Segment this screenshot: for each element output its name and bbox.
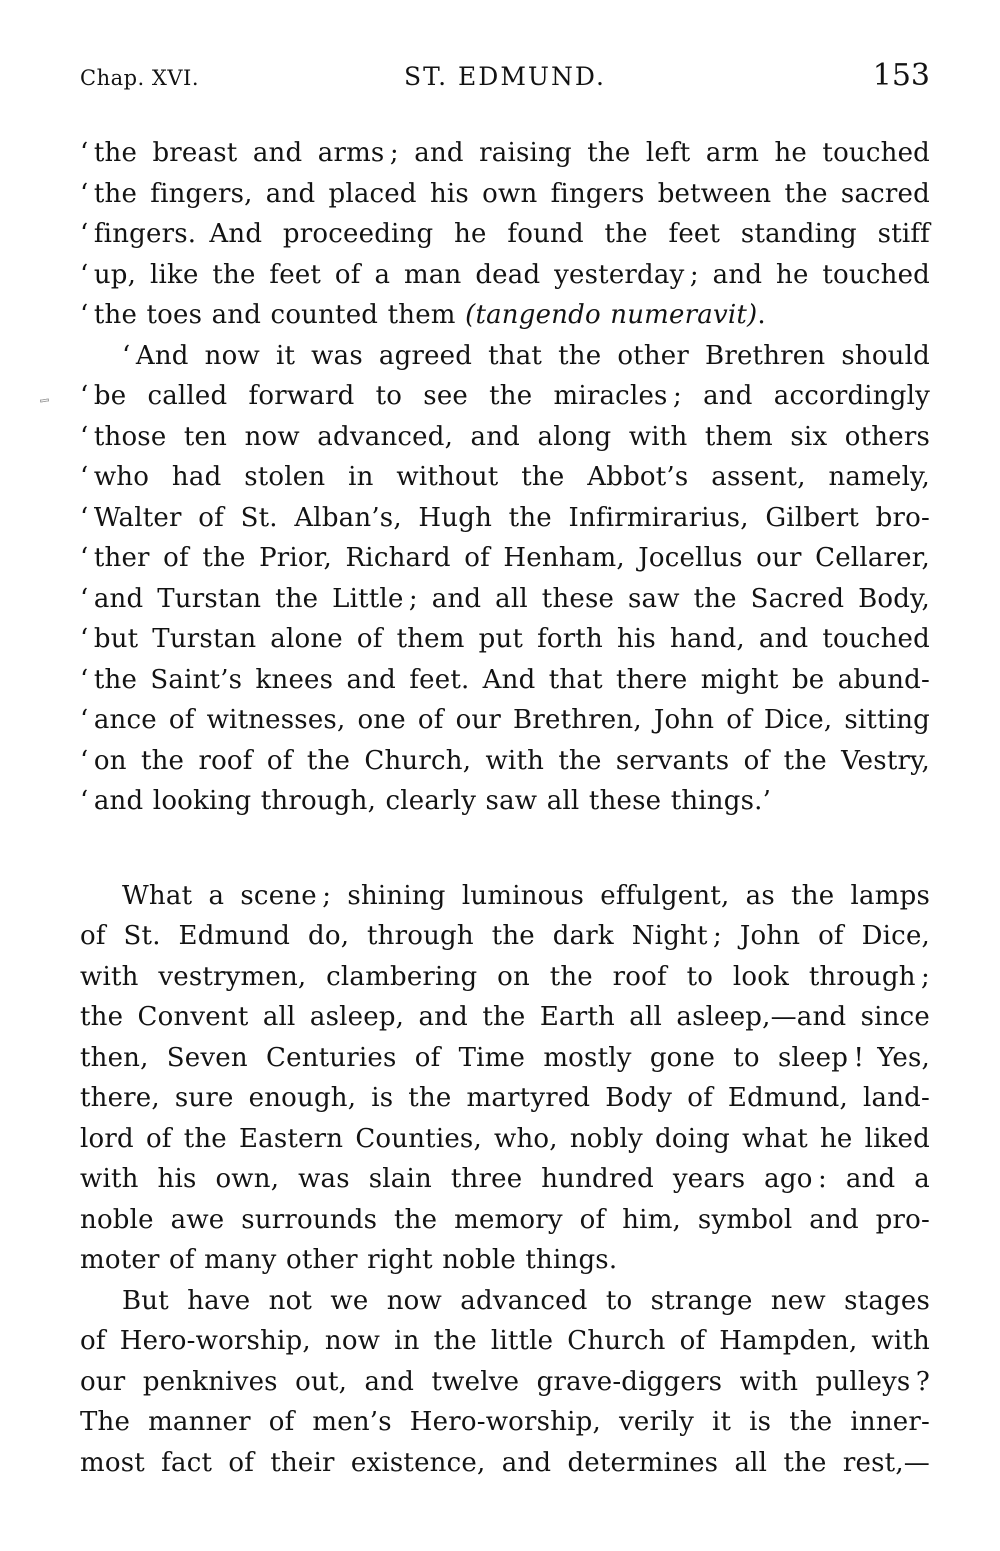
text-segment: ‘ ther of the Prior, Richard of Henham, Jocellus our Cellarer, [80, 543, 930, 573]
text-line [80, 1119, 930, 1160]
text-line [80, 1200, 930, 1241]
quote-line [80, 781, 930, 822]
text-segment: most fact of their existence, and determines all the rest,— [80, 1447, 930, 1478]
text-segment: ‘ on the roof of the Church, with the servants of the Vestry, [80, 745, 930, 776]
text-line [80, 1443, 930, 1484]
text-segment: ‘ up, like the feet of a man dead yesterday ; and he touched [80, 259, 930, 290]
quote-line [80, 660, 930, 701]
quote-line [80, 579, 930, 620]
quote-line [80, 498, 930, 539]
quote-line [80, 700, 930, 741]
text-segment: with vestrymen, clambering on the roof to look through ; [80, 961, 930, 992]
text-segment: then, Seven Centuries of Time mostly gone to sleep ! Yes, [80, 1042, 930, 1073]
text-line [80, 916, 930, 957]
quote-line [80, 133, 930, 174]
text-segment: our penknives out, and twelve grave-diggers with pulleys ? [80, 1366, 930, 1397]
text-segment: of Hero-worship, now in the little Church of Hampden, with [80, 1326, 930, 1356]
text-segment: ‘ And now it was agreed that the other Brethren should [122, 340, 930, 371]
text-segment: ‘ who had stolen in without the Abbot’s assent, namely, [80, 462, 930, 492]
text-line [80, 1240, 930, 1281]
page-number: 153 [872, 58, 930, 93]
text-segment: of St. Edmund do, through the dark Night ; John of Dice, [80, 921, 930, 951]
quote-line [80, 619, 930, 660]
quote-line [80, 376, 930, 417]
quote-line [80, 457, 930, 498]
quote-line [80, 295, 930, 336]
text-segment: noble awe surrounds the memory of him, symbol and pro- [80, 1204, 930, 1235]
text-segment: lord of the Eastern Counties, who, nobly doing what he liked [80, 1123, 930, 1154]
text-line [80, 876, 930, 917]
text-segment: ‘ the breast and arms ; and raising the left arm he touched [80, 138, 930, 168]
text-segment: ‘ Walter of St. Alban’s, Hugh the Infirmirarius, Gilbert bro- [80, 502, 930, 533]
quote-line [80, 214, 930, 255]
text-line [80, 1321, 930, 1362]
text-line [80, 1402, 930, 1443]
text-line [80, 1038, 930, 1079]
chapter-label: Chap. XVI. [80, 66, 199, 90]
page-title: ST. EDMUND. [404, 62, 606, 91]
text-line [80, 1362, 930, 1403]
text-segment: moter of many other right noble things. [80, 1245, 618, 1275]
text-segment: But have not we now advanced to strange new stages [122, 1285, 930, 1316]
latin-phrase: (tangendo numeravit) [465, 300, 758, 330]
text-segment: ‘ be called forward to see the miracles ; and accordingly [80, 381, 930, 411]
quote-line [80, 538, 930, 579]
margin-speck [40, 398, 49, 402]
text-segment: ‘ ance of witnesses, one of our Brethren, John of Dice, sitting [80, 705, 930, 735]
running-header [80, 58, 930, 93]
text-segment: ‘ and Turstan the Little ; and all these saw the Sacred Body, [80, 583, 930, 614]
quote-line [80, 255, 930, 296]
text-line [80, 997, 930, 1038]
text-line [80, 1159, 930, 1200]
text-segment: there, sure enough, is the martyred Body of Edmund, land- [80, 1083, 930, 1113]
text-segment: ‘ and looking through, clearly saw all these things.’ [80, 786, 772, 816]
quote-line [80, 741, 930, 782]
quote-line [80, 174, 930, 215]
quote-line [80, 417, 930, 458]
text-segment: ‘ fingers. And proceeding he found the feet standing stiff [80, 219, 930, 249]
text-segment: . [757, 300, 766, 330]
text-segment: ‘ the Saint’s knees and feet. And that there might be abund- [80, 664, 930, 695]
text-segment: the Convent all asleep, and the Earth all asleep,—and since [80, 1002, 930, 1032]
text-segment: The manner of men’s Hero-worship, verily it is the inner- [80, 1407, 930, 1437]
text-line [80, 1281, 930, 1322]
text-segment: What a scene ; shining luminous effulgent, as the lamps [122, 880, 930, 911]
text-segment: ‘ but Turstan alone of them put forth his hand, and touched [80, 624, 930, 654]
text-line [80, 957, 930, 998]
text-segment: ‘ the toes and counted them [80, 300, 466, 330]
text-segment: with his own, was slain three hundred years ago : and a [80, 1164, 930, 1194]
text-line [80, 1078, 930, 1119]
quote-line [80, 336, 930, 377]
text-segment: ‘ those ten now advanced, and along with them six others [80, 421, 930, 452]
text-segment: ‘ the fingers, and placed his own fingers between the sacred [80, 178, 930, 209]
body-text [80, 133, 930, 1483]
